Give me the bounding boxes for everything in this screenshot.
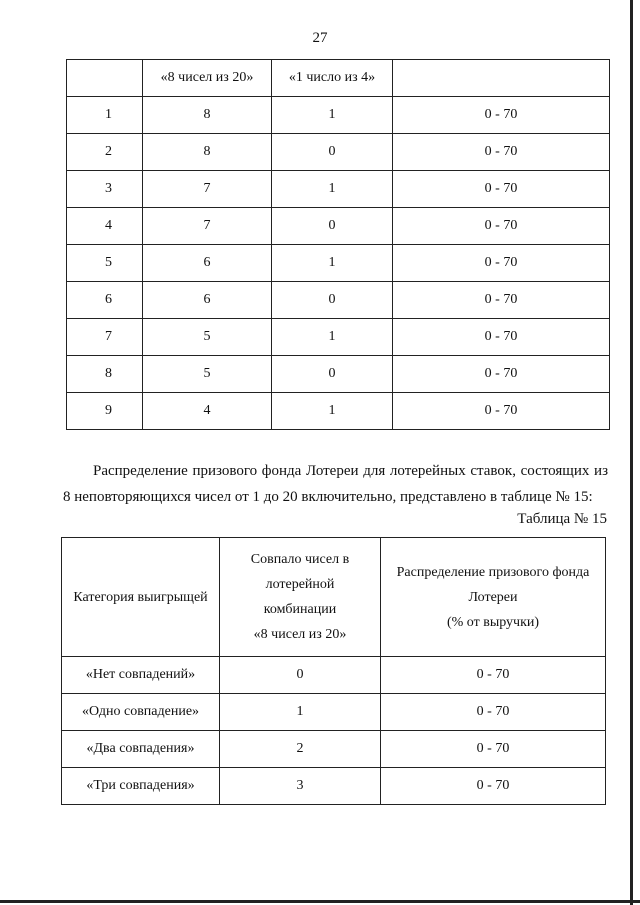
row-matched-main: 6 — [143, 245, 272, 282]
row-matched-main: 8 — [143, 134, 272, 171]
row-category: «Нет совпадений» — [62, 657, 220, 694]
row-matched-extra: 1 — [272, 245, 393, 282]
table-row — [67, 134, 610, 171]
row-distribution: 0 - 70 — [393, 356, 610, 393]
row-distribution: 0 - 70 — [393, 134, 610, 171]
prize-table-combined — [66, 59, 610, 430]
row-distribution: 0 - 70 — [393, 97, 610, 134]
table-row — [67, 97, 610, 134]
page-edge-right — [630, 0, 633, 905]
table-row — [67, 319, 610, 356]
row-category: «Три совпадения» — [62, 768, 220, 805]
row-matched-extra: 1 — [272, 319, 393, 356]
row-category: 3 — [67, 171, 143, 208]
table-row — [67, 393, 610, 430]
row-distribution: 0 - 70 — [393, 282, 610, 319]
header-category-text: Категория выигрыщей — [73, 589, 208, 605]
header-matched-line: комбинации — [263, 602, 337, 617]
header-distribution-line: (% от выручки) — [446, 614, 540, 630]
table-row — [62, 768, 606, 805]
row-matched-extra: 1 — [272, 393, 393, 430]
row-matched-extra: 0 — [272, 208, 393, 245]
row-matched-main: 4 — [143, 393, 272, 430]
table-header-row — [62, 538, 606, 657]
row-matched-extra: 1 — [272, 97, 393, 134]
table-row — [62, 694, 606, 731]
row-matched-main: 5 — [143, 356, 272, 393]
row-category: «Два совпадения» — [62, 731, 220, 768]
row-matched-main: 6 — [143, 282, 272, 319]
table-row — [62, 657, 606, 694]
row-matched-main: 7 — [143, 208, 272, 245]
row-matched-main: 8 — [143, 97, 272, 134]
header-cell-empty-2 — [393, 60, 610, 97]
row-category: 2 — [67, 134, 143, 171]
row-distribution: 0 - 70 — [381, 731, 606, 768]
row-distribution: 0 - 70 — [393, 393, 610, 430]
page-number: 27 — [312, 30, 328, 46]
row-distribution: 0 - 70 — [381, 694, 606, 731]
header-matched-line: лотерейной — [265, 577, 335, 592]
row-category: 4 — [67, 208, 143, 245]
row-matched-main: 7 — [143, 171, 272, 208]
row-distribution: 0 - 70 — [381, 657, 606, 694]
row-distribution: 0 - 70 — [393, 171, 610, 208]
row-category: 9 — [67, 393, 143, 430]
table-row — [67, 171, 610, 208]
header-matched-line: «8 чисел из 20» — [253, 627, 347, 642]
row-matched-extra: 0 — [272, 134, 393, 171]
row-matched-main: 5 — [143, 319, 272, 356]
row-matched-extra: 1 — [272, 171, 393, 208]
table-row — [67, 245, 610, 282]
row-matched: 2 — [220, 731, 381, 768]
table-header-row — [67, 60, 610, 97]
header-matched-line: Совпало чисел в — [250, 552, 350, 567]
intro-paragraph: Распределение призового фонда Лотереи для лотерейных ставок, состоящих из 8 неповторяющихся чисел от 1 до 20 включительно, представлено в таблице № 15: — [63, 463, 608, 505]
table-row — [67, 208, 610, 245]
row-category: 5 — [67, 245, 143, 282]
row-matched: 1 — [220, 694, 381, 731]
table-caption: Таблица № 15 — [517, 511, 607, 527]
header-distribution-line: Лотереи — [468, 589, 518, 605]
header-matched — [220, 538, 381, 657]
row-category: 7 — [67, 319, 143, 356]
row-matched: 0 — [220, 657, 381, 694]
table-row — [62, 731, 606, 768]
row-category: 1 — [67, 97, 143, 134]
header-cell-empty — [67, 60, 143, 97]
header-category — [62, 538, 220, 657]
row-matched-extra: 0 — [272, 356, 393, 393]
table-row — [67, 282, 610, 319]
row-matched: 3 — [220, 768, 381, 805]
row-distribution: 0 - 70 — [381, 768, 606, 805]
row-category: 8 — [67, 356, 143, 393]
table-row — [67, 356, 610, 393]
row-matched-extra: 0 — [272, 282, 393, 319]
row-distribution: 0 - 70 — [393, 245, 610, 282]
row-distribution: 0 - 70 — [393, 319, 610, 356]
header-distribution-line: Распределение призового фонда — [396, 564, 590, 580]
header-distribution — [381, 538, 606, 657]
row-category: «Одно совпадение» — [62, 694, 220, 731]
header-cell-1-of-4: «1 число из 4» — [272, 60, 393, 97]
header-cell-8-of-20: «8 чисел из 20» — [143, 60, 272, 97]
prize-table-15 — [61, 537, 606, 805]
row-distribution: 0 - 70 — [393, 208, 610, 245]
row-category: 6 — [67, 282, 143, 319]
page-edge-bottom — [0, 900, 640, 903]
